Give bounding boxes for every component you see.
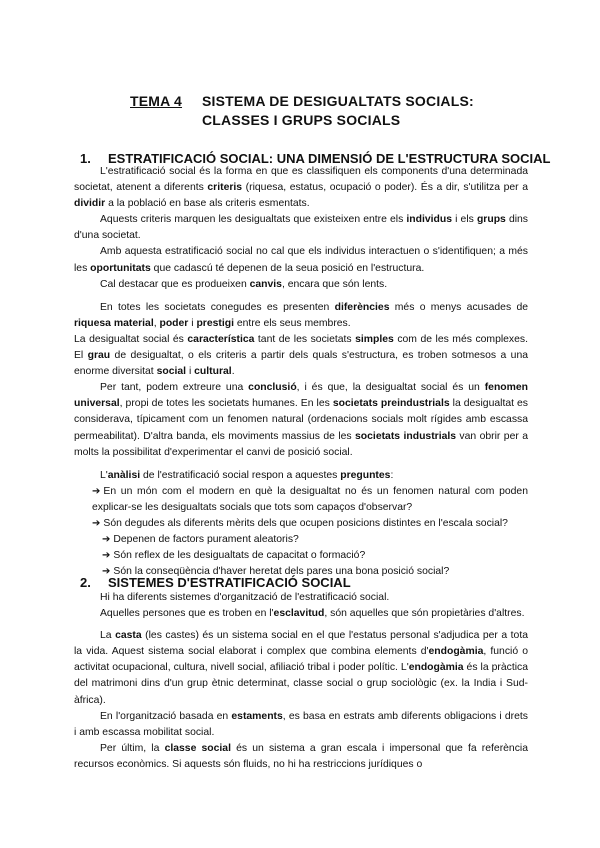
section-1-body [74, 164, 528, 580]
section-2-number: 2. [80, 575, 91, 590]
paragraph: Hi ha diferents sistemes d'organització de l'estratificació social. [100, 592, 390, 603]
section-1-title: ESTRATIFICACIÓ SOCIAL: UNA DIMENSIÓ DE L'ESTRUCTURA SOCIAL [108, 151, 551, 166]
section-2-heading [80, 574, 351, 591]
arrow-icon: ➔ [102, 566, 111, 578]
paragraph: En totes les societats conegudes es presenten diferències més o menys acusades de riquesa material, poder i prestigi entre els seus membres. [74, 301, 528, 329]
arrow-icon: ➔ [92, 517, 101, 529]
paragraph: Amb aquesta estratificació social no cal que els individus interactuen o s'identifiquen; a més les oportunitats que cadascú té depenen de la seua posició en l'estructura. [74, 246, 528, 274]
title-line-2: CLASSES I GRUPS SOCIALS [202, 112, 401, 128]
topic-number: TEMA 4 [130, 93, 183, 109]
paragraph: En l'organització basada en estaments, es basa en estrats amb diferents obligacions i drets i amb escassa mobilitat social. [74, 710, 528, 738]
question-item: ➔ Són degudes als diferents mèrits dels que ocupen posicions distintes en l'escala social? [92, 517, 508, 529]
paragraph: L'estratificació social és la forma en que es classifiquen els components d'una determinada societat, atenent a diferents criteris (riquesa, estatus, ocupació o poder). És a dir, s'utilitza per a dividir a la població en base als criteris esmentats. [74, 166, 528, 210]
arrow-icon: ➔ [102, 534, 111, 546]
arrow-icon: ➔ [102, 550, 111, 562]
paragraph: Aquests criteris marquen les desigualtats que existeixen entre els individus i els grups dins d'una societat. [74, 214, 529, 242]
paragraph: Per tant, podem extreure una conclusió, i és que, la desigualtat social és un fenomen universal, propi de totes les societats humanes. En les societats preindustrials la desigualtat es considerava, típicament com un fenomen natural (ordenacions socials molt rígides amb escassa permeabilitat). D'altra banda, els moviments massius de les societats industrials van obrir per a molts la possibilitat d'experimentar el canvi de posició social. [74, 382, 529, 458]
paragraph: L'anàlisi de l'estratificació social respon a aquestes preguntes: [100, 469, 394, 481]
paragraph: Aquelles persones que es troben en l'esclavitud, són aquelles que són propietàries d'altres. [100, 608, 525, 620]
document-title [0, 92, 600, 130]
paragraph: La casta (les castes) és un sistema social en el que l'estatus personal s'adjudica per a tota la vida. Aquest sistema social elaborat i complex que combina elements d'endogàmia, funció o activitat ocupacional, cultura, nivell social, afiliació tribal i poder polític. L'endogàmia és la pràctica del matrimoni dins d'un grup ètnic determinat, classe social o grup sociològic (ex. la India i Sud-àfrica). [74, 630, 529, 706]
section-2-body [74, 590, 528, 773]
paragraph: Per últim, la classe social és un sistema a gran escala i impersonal que fa referència recursos econòmics. Si aquests són fluids, no hi ha restriccions jurídiques o [74, 742, 528, 770]
question-item: ➔ En un món com el modern en què la desigualtat no és un fenomen natural com poden explicar-se les desigualtats socials que tots som capaços d'observar? [92, 485, 528, 513]
paragraph: Cal destacar que es produeixen canvis, encara que són lents. [100, 278, 388, 290]
paragraph: La desigualtat social és característica tant de les societats simples com de les més complexes. El grau de desigualtat, o els criteris a partir dels quals s'estructura, es troben sotmesos a una enorme diversitat social i cultural. [74, 333, 528, 378]
arrow-icon: ➔ [92, 485, 101, 497]
title-line-1: SISTEMA DE DESIGUALTATS SOCIALS: [202, 93, 474, 109]
question-item: ➔ Depenen de factors purament aleatoris? [102, 534, 299, 546]
question-item: ➔ Són la conseqüència d'haver heretat dels pares una bona posició social? [102, 566, 450, 578]
question-item: ➔ Són reflex de les desigualtats de capacitat o formació? [102, 550, 366, 562]
section-1-number: 1. [80, 151, 91, 166]
section-2-title: SISTEMES D'ESTRATIFICACIÓ SOCIAL [108, 575, 351, 590]
